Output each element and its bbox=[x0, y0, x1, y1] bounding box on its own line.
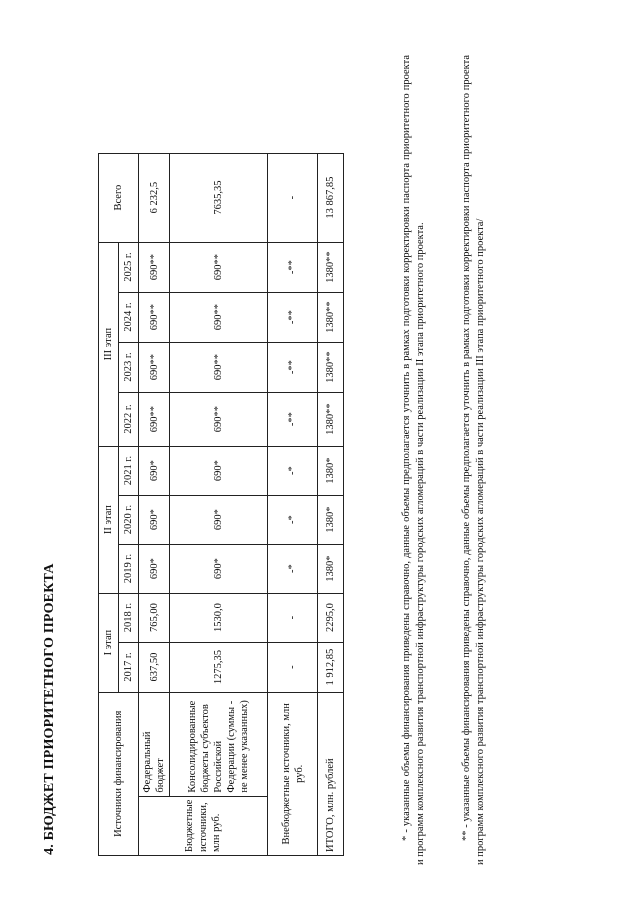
cell-value: -** bbox=[268, 392, 318, 446]
group-label-budget: Бюджетные источники, млн руб. bbox=[139, 796, 268, 855]
cell-value: -* bbox=[268, 544, 318, 593]
cell-value: 1380** bbox=[318, 242, 344, 292]
row-label: Консолидированные бюджеты субъектов Российской Федерации (суммы - не менее указанных) bbox=[170, 692, 268, 796]
cell-value: -** bbox=[268, 342, 318, 392]
budget-table bbox=[98, 153, 344, 856]
cell-value: 1 912,85 bbox=[318, 642, 344, 692]
header-year: 2021 г. bbox=[119, 446, 139, 495]
cell-value: 690** bbox=[170, 392, 268, 446]
header-row-stages bbox=[99, 153, 119, 855]
footnote-stage-2 bbox=[400, 55, 428, 865]
table-row-extrabudget bbox=[268, 153, 318, 855]
header-stage-2: II этап bbox=[99, 446, 119, 593]
cell-value: -* bbox=[268, 446, 318, 495]
cell-value: 690** bbox=[170, 342, 268, 392]
cell-value: 1275,35 bbox=[170, 642, 268, 692]
row-label: Внебюджетные источники, млн руб. bbox=[268, 692, 318, 855]
cell-value: 1380* bbox=[318, 544, 344, 593]
header-year: 2017 г. bbox=[119, 642, 139, 692]
header-year: 2024 г. bbox=[119, 292, 139, 342]
cell-value: 690* bbox=[170, 495, 268, 544]
cell-value: 690* bbox=[139, 544, 170, 593]
cell-total: 7635,35 bbox=[170, 153, 268, 242]
header-year: 2022 г. bbox=[119, 392, 139, 446]
header-sources: Источники финансирования bbox=[99, 692, 139, 855]
footnote-text: * - указанные объемы финансирования приведены справочно, данные объемы предполагается уточнить в рамках подготовки корректировки паспорта приоритетного проекта и программ комплексного развития транспортной инфраструктуры городских агломераций в части реализации II этапа приоритетного проекта. bbox=[401, 55, 427, 865]
cell-value: -* bbox=[268, 495, 318, 544]
cell-value: 2295,0 bbox=[318, 593, 344, 642]
cell-value: - bbox=[268, 593, 318, 642]
table-row-federal bbox=[139, 153, 170, 855]
table-row-total bbox=[318, 153, 344, 855]
header-stage-3: III этап bbox=[99, 242, 119, 446]
cell-value: 1530,0 bbox=[170, 593, 268, 642]
cell-value: 690** bbox=[170, 242, 268, 292]
header-year: 2020 г. bbox=[119, 495, 139, 544]
header-year: 2019 г. bbox=[119, 544, 139, 593]
cell-value: 1380* bbox=[318, 446, 344, 495]
cell-value: 690* bbox=[170, 446, 268, 495]
cell-value: 765,00 bbox=[139, 593, 170, 642]
row-label: Федеральный бюджет bbox=[139, 692, 170, 796]
cell-value: 1380** bbox=[318, 292, 344, 342]
cell-value: 1380** bbox=[318, 392, 344, 446]
cell-value: 1380* bbox=[318, 495, 344, 544]
header-stage-1: I этап bbox=[99, 593, 119, 692]
cell-value: - bbox=[268, 642, 318, 692]
cell-total: - bbox=[268, 153, 318, 242]
cell-value: 690** bbox=[139, 242, 170, 292]
cell-value: 1380** bbox=[318, 342, 344, 392]
cell-total: 13 867,85 bbox=[318, 153, 344, 242]
table-row-regional bbox=[170, 153, 268, 855]
header-total: Всего bbox=[99, 153, 139, 242]
cell-value: -** bbox=[268, 242, 318, 292]
row-label: ИТОГО, млн. рублей bbox=[318, 692, 344, 855]
cell-value: 637,50 bbox=[139, 642, 170, 692]
cell-value: 690** bbox=[139, 292, 170, 342]
header-year: 2018 г. bbox=[119, 593, 139, 642]
cell-value: 690* bbox=[170, 544, 268, 593]
cell-value: 690** bbox=[139, 342, 170, 392]
header-year: 2023 г. bbox=[119, 342, 139, 392]
header-year: 2025 г. bbox=[119, 242, 139, 292]
page-title: 4. БЮДЖЕТ ПРИОРИТЕТНОГО ПРОЕКТА bbox=[42, 563, 57, 855]
cell-value: 690* bbox=[139, 495, 170, 544]
cell-value: 690** bbox=[170, 292, 268, 342]
cell-total: 6 232,5 bbox=[139, 153, 170, 242]
cell-value: 690** bbox=[139, 392, 170, 446]
footnote-text: ** - указанные объемы финансирования приведены справочно, данные объемы предполагается уточнить в рамках подготовки корректировки паспорта приоритетного проекта и программ комплексного развития транспортной инфраструктуры городских агломераций в части реализации III этапа приоритетного проекта/ bbox=[461, 55, 487, 865]
cell-value: 690* bbox=[139, 446, 170, 495]
footnote-stage-3 bbox=[460, 55, 488, 865]
cell-value: -** bbox=[268, 292, 318, 342]
